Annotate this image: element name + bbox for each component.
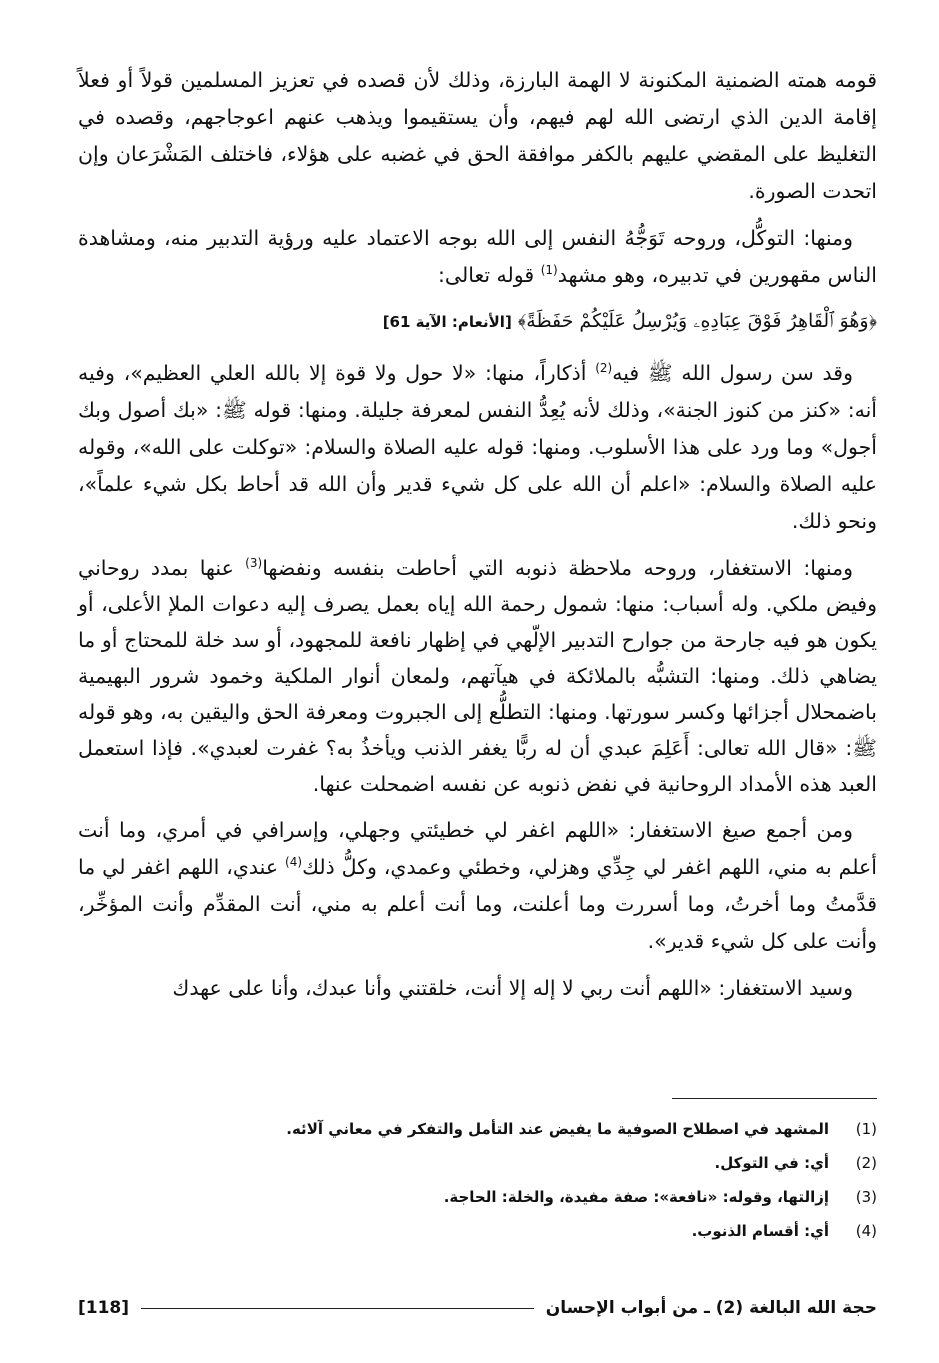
paragraph-sayyid-istighfar xyxy=(78,970,877,1007)
footnote-ref-4[interactable]: (4) xyxy=(285,855,303,870)
paragraph-tawakkul xyxy=(78,220,877,294)
paragraph-tawakkul-end: قوله تعالى: xyxy=(437,263,541,287)
paragraph-1-text: قومه همته الضمنية المكنونة لا الهمة البارزة، وذلك لأن قصده في تعزيز المسلمين قولاً أو فعلاً إقامة الدين الذي ارتضى الله لهم فيهم، وأن يستقيموا ويذهب عنهم اعوجاجهم، وقصده في التغليظ على المقضي عليهم بالكفر موافقة الحق في غضبه على هؤلاء، فاختلف المَشْرَعان وإن اتحدت الصورة. xyxy=(78,68,877,203)
paragraph-1 xyxy=(78,62,877,210)
paragraph-adhkar xyxy=(78,355,877,540)
paragraph-tawakkul-text: ومنها: التوكُّل، وروحه تَوَجُّهُ النفس إلى الله بوجه الاعتماد عليه ورؤية التدبير منه، ومشاهدة الناس مقهورين في تدبيره، وهو مشهد xyxy=(78,226,877,287)
footnote-number: (3) xyxy=(855,1188,877,1206)
paragraph-istighfar-forms-text: عندي، اللهم اغفر لي ما قدَّمتُ وما أخرتُ، وما أسررت وما أعلنت، وما أنت أعلم به مني، أنت المقدِّم وأنت المؤخِّر، وأنت على كل شيء قدير». xyxy=(78,855,877,953)
quran-verse xyxy=(78,304,877,339)
footnote-divider xyxy=(672,1098,877,1099)
running-footer-title: حجة الله البالغة (2) ـ من أبواب الإحسان xyxy=(545,1298,877,1318)
paragraph-istighfar-start: ومنها: الاستغفار، وروحه ملاحظة ذنوبه التي أحاطت بنفسه ونفضها xyxy=(262,556,853,580)
page-number: [118] xyxy=(78,1298,130,1318)
footnote-number: (4) xyxy=(855,1222,877,1240)
paragraph-istighfar-forms xyxy=(78,812,877,960)
paragraph-istighfar xyxy=(78,550,877,802)
paragraph-adhkar-text: أذكاراً، منها: «لا حول ولا قوة إلا بالله العلي العظيم»، وفيه أنه: «كنز من كنوز الجنة»، وذلك لأنه يُعِدُّ النفس لمعرفة جليلة. ومنها: قوله ﷺ: «بك أصول وبك أجول» وما ورد على هذا الأسلوب. ومنها: قوله عليه الصلاة والسلام: «توكلت على الله»، وقوله عليه الصلاة والسلام: «اعلم أن الله على كل شيء قدير وأن الله قد أحاط بكل شيء علماً»، ونحو ذلك. xyxy=(78,361,877,533)
footnote-ref-2[interactable]: (2) xyxy=(595,361,613,376)
page-footer xyxy=(78,1298,877,1318)
footnote-4 xyxy=(78,1221,877,1241)
paragraph-adhkar-start: وقد سن رسول الله ﷺ فيه xyxy=(612,361,853,385)
quran-verse-text: ﴿وَهُوَ ٱلْقَاهِرُ فَوْقَ عِبَادِهِۦ وَيُرْسِلُ عَلَيْكُمْ حَفَظَةً﴾ xyxy=(517,310,877,332)
footnote-text: إزالتها، وقوله: «نافعة»: صفة مفيدة، والخلة: الحاجة. xyxy=(443,1188,829,1206)
paragraph-sayyid-istighfar-text: وسيد الاستغفار: «اللهم أنت ربي لا إله إلا أنت، خلقتني وأنا عبدك، وأنا على عهدك xyxy=(172,976,853,1000)
footnote-text: أي: أقسام الذنوب. xyxy=(691,1222,829,1240)
footnote-3 xyxy=(78,1187,877,1207)
footnote-number: (2) xyxy=(855,1154,877,1172)
footer-rule xyxy=(141,1308,534,1309)
quran-verse-reference: [الأنعام: الآية 61] xyxy=(382,313,512,331)
footnote-text: المشهد في اصطلاح الصوفية ما يفيض عند التأمل والتفكر في معاني آلائه. xyxy=(286,1120,829,1138)
footnotes-section xyxy=(78,1098,877,1255)
footnote-2 xyxy=(78,1153,877,1173)
paragraph-istighfar-text: عنها بمدد روحاني وفيض ملكي. وله أسباب: منها: شمول رحمة الله إياه بعمل يصرف إليه دعوات الملإ الأعلى، أو يكون هو فيه جارحة من جوارح التدبير الإلّهي في إظهار نافعة للمجهود، أو سد خلة للمحتاج أو ما يضاهي ذلك. ومنها: التشبُّه بالملائكة في هيآتهم، ولمعان أنوار الملكية وخمود شرور البهيمية باضمحلال أجزائها وكسر سورتها. ومنها: التطلُّع إلى الجبروت ومعرفة الحق واليقين به، وهو قوله ﷺ: «قال الله تعالى: أَعَلِمَ عبدي أن له ربًّا يغفر الذنب ويأخذُ به؟ غفرت لعبدي». فإذا استعمل العبد هذه الأمداد الروحانية في نفض ذنوبه عن نفسه اضمحلت عنها. xyxy=(78,556,877,796)
footnote-number: (1) xyxy=(855,1120,877,1138)
footnote-ref-3[interactable]: (3) xyxy=(245,556,263,571)
footnote-ref-1[interactable]: (1) xyxy=(540,263,558,278)
footnote-text: أي: في التوكل. xyxy=(714,1154,829,1172)
paragraph-istighfar-forms-start: ومن أجمع صيغ الاستغفار: «اللهم اغفر لي خطيئتي وجهلي، وإسرافي في أمري، وما أنت أعلم به مني، اللهم اغفر لي جِدِّي وهزلي، وخطئي وعمدي، وكلُّ ذلك xyxy=(78,818,877,879)
footnote-1 xyxy=(78,1119,877,1139)
